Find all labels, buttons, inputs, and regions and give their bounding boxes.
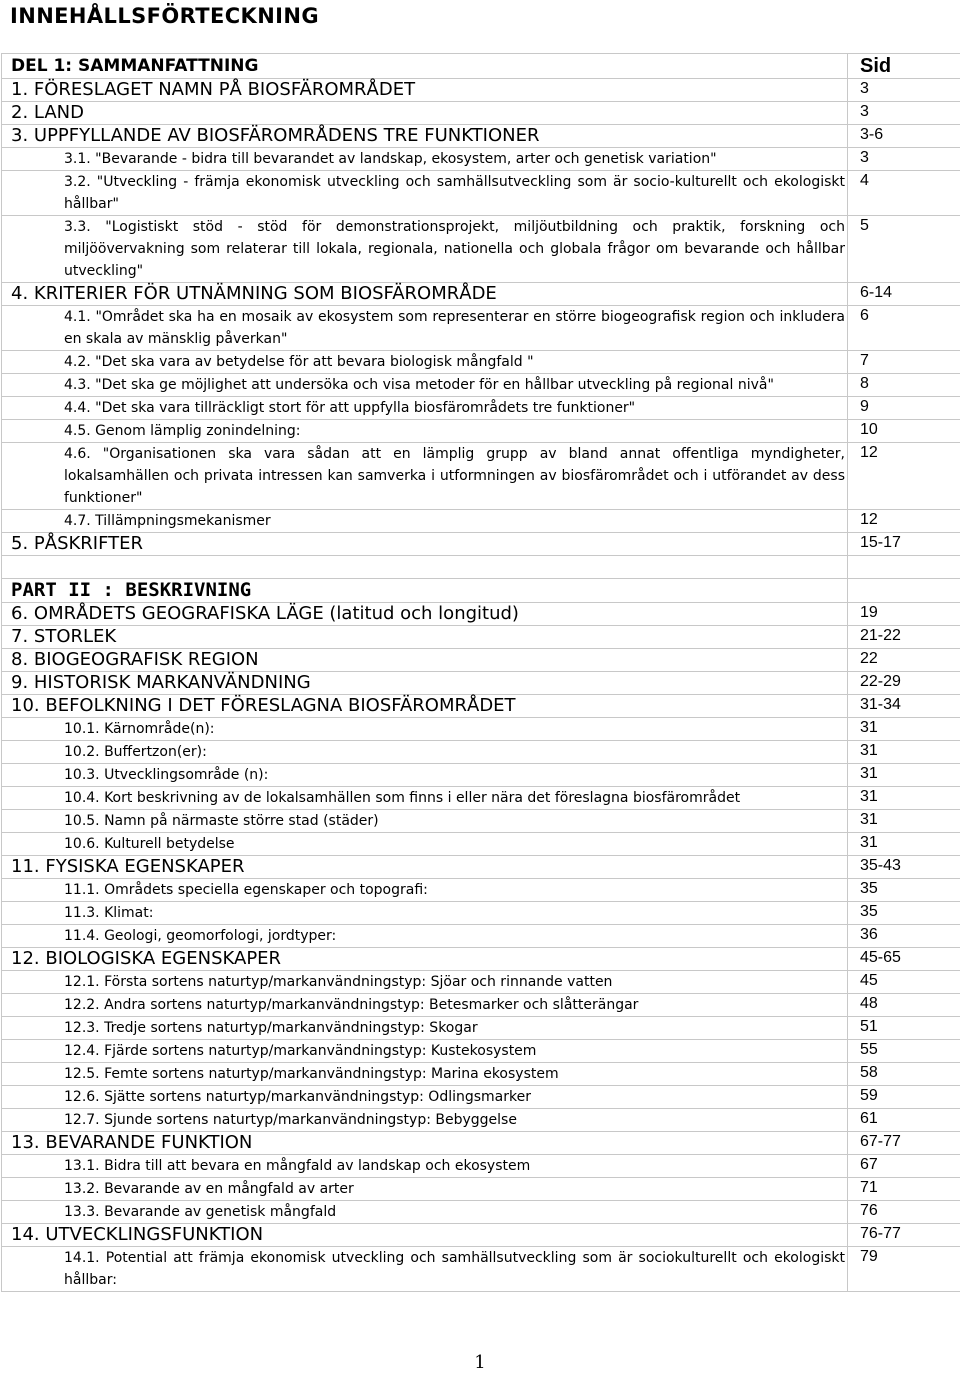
toc-entry-page: 35	[848, 902, 960, 925]
toc-section-row	[2, 533, 960, 556]
toc-entry-page: 8	[848, 374, 960, 397]
toc-entry-title: 5. PÅSKRIFTER	[2, 533, 848, 556]
toc-entry-title: 10.1. Kärnområde(n):	[2, 718, 848, 741]
toc-section-row	[2, 102, 960, 125]
toc-entry-page: 21-22	[848, 626, 960, 649]
toc-subsection-row	[2, 994, 960, 1017]
toc-entry-title: 10.5. Namn på närmaste större stad (städer)	[2, 810, 848, 833]
toc-subsection-row	[2, 925, 960, 948]
part1-title: DEL 1: SAMMANFATTNING	[2, 54, 848, 79]
toc-entry-title: 12.2. Andra sortens naturtyp/markanvändningstyp: Betesmarker och slåtterängar	[2, 994, 848, 1017]
toc-entry-page: 71	[848, 1178, 960, 1201]
page-title: INNEHÅLLSFÖRTECKNING	[10, 4, 319, 28]
toc-entry-title: 14.1. Potential att främja ekonomisk utveckling och samhällsutveckling som är sociokulturellt och ekologiskt hållbar:	[2, 1247, 848, 1292]
toc-entry-page: 12	[848, 443, 960, 510]
sid-label: Sid	[848, 54, 960, 79]
spacer-cell	[2, 556, 848, 579]
toc-subsection-row	[2, 764, 960, 787]
toc-entry-title: 1. FÖRESLAGET NAMN PÅ BIOSFÄROMRÅDET	[2, 79, 848, 102]
toc-subsection-row	[2, 971, 960, 994]
toc-entry-title: 10.6. Kulturell betydelse	[2, 833, 848, 856]
toc-entry-page: 76	[848, 1201, 960, 1224]
toc-entry-page: 35	[848, 879, 960, 902]
toc-section-row	[2, 125, 960, 148]
toc-subsection-row	[2, 510, 960, 533]
toc-subsection-row	[2, 216, 960, 283]
toc-entry-page: 31	[848, 764, 960, 787]
toc-entry-title: 11.1. Områdets speciella egenskaper och topografi:	[2, 879, 848, 902]
toc-entry-title: 4.3. "Det ska ge möjlighet att undersöka och visa metoder för en hållbar utveckling på regional nivå"	[2, 374, 848, 397]
toc-entry-page: 3-6	[848, 125, 960, 148]
toc-entry-title: 2. LAND	[2, 102, 848, 125]
toc-entry-page: 12	[848, 510, 960, 533]
toc-section-row	[2, 649, 960, 672]
page-number: 1	[0, 1352, 960, 1373]
toc-entry-page: 5	[848, 216, 960, 283]
toc-subsection-row	[2, 1086, 960, 1109]
toc-entry-page: 4	[848, 171, 960, 216]
toc-entry-title: 10.2. Buffertzon(er):	[2, 741, 848, 764]
toc-entry-page: 22-29	[848, 672, 960, 695]
toc-entry-page: 67	[848, 1155, 960, 1178]
toc-entry-page: 45-65	[848, 948, 960, 971]
toc-entry-title: 12.1. Första sortens naturtyp/markanvändningstyp: Sjöar och rinnande vatten	[2, 971, 848, 994]
toc-entry-title: 4.5. Genom lämplig zonindelning:	[2, 420, 848, 443]
toc-entry-title: 6. OMRÅDETS GEOGRAFISKA LÄGE (latitud och longitud)	[2, 603, 848, 626]
toc-entry-page: 9	[848, 397, 960, 420]
toc-entry-page: 76-77	[848, 1224, 960, 1247]
toc-entry-title: 10. BEFOLKNING I DET FÖRESLAGNA BIOSFÄROMRÅDET	[2, 695, 848, 718]
toc-entry-page: 15-17	[848, 533, 960, 556]
toc-entry-title: 3.2. "Utveckling - främja ekonomisk utveckling och samhällsutveckling som är socio-kulturellt och ekologiskt hållbar"	[2, 171, 848, 216]
toc-entry-title: 12.7. Sjunde sortens naturtyp/markanvändningstyp: Bebyggelse	[2, 1109, 848, 1132]
toc-entry-page: 19	[848, 603, 960, 626]
toc-entry-title: 11. FYSISKA EGENSKAPER	[2, 856, 848, 879]
toc-section-row	[2, 695, 960, 718]
toc-entry-title: 10.4. Kort beskrivning av de lokalsamhällen som finns i eller nära det föreslagna biosfärområdet	[2, 787, 848, 810]
toc-entry-title: 8. BIOGEOGRAFISK REGION	[2, 649, 848, 672]
toc-entry-title: 11.3. Klimat:	[2, 902, 848, 925]
toc-entry-page: 45	[848, 971, 960, 994]
toc-entry-title: 10.3. Utvecklingsområde (n):	[2, 764, 848, 787]
toc-entry-title: 4.4. "Det ska vara tillräckligt stort för att uppfylla biosfärområdets tre funktioner"	[2, 397, 848, 420]
toc-entry-page: 51	[848, 1017, 960, 1040]
toc-subsection-row	[2, 810, 960, 833]
toc-entry-page: 3	[848, 102, 960, 125]
toc-entry-title: 12.4. Fjärde sortens naturtyp/markanvändningstyp: Kustekosystem	[2, 1040, 848, 1063]
toc-entry-page: 3	[848, 79, 960, 102]
toc-spacer-row	[2, 556, 960, 579]
toc-entry-title: 13.3. Bevarande av genetisk mångfald	[2, 1201, 848, 1224]
toc-subsection-row	[2, 787, 960, 810]
toc-subsection-row	[2, 1017, 960, 1040]
toc-section-row	[2, 603, 960, 626]
toc-entry-title: 3.3. "Logistiskt stöd - stöd för demonstrationsprojekt, miljöutbildning och praktik, forskning och miljöövervakning som relaterar till lokala, regionala, nationella och globala frågor om bevarande och hållbar utveckling"	[2, 216, 848, 283]
toc-entry-title: 3. UPPFYLLANDE AV BIOSFÄROMRÅDENS TRE FUNKTIONER	[2, 125, 848, 148]
toc-entry-title: 13.2. Bevarande av en mångfald av arter	[2, 1178, 848, 1201]
toc-subsection-row	[2, 718, 960, 741]
toc-entry-page: 10	[848, 420, 960, 443]
toc-subsection-row	[2, 1109, 960, 1132]
toc-entry-page: 79	[848, 1247, 960, 1292]
toc-section-row	[2, 856, 960, 879]
toc-entry-title: 7. STORLEK	[2, 626, 848, 649]
toc-part-header	[2, 579, 960, 603]
toc-entry-title: 13. BEVARANDE FUNKTION	[2, 1132, 848, 1155]
toc-entry-title: 12.5. Femte sortens naturtyp/markanvändningstyp: Marina ekosystem	[2, 1063, 848, 1086]
toc-entry-title: 4.1. "Området ska ha en mosaik av ekosystem som representerar en större biogeografisk region och inkludera en skala av mänsklig påverkan"	[2, 306, 848, 351]
toc-subsection-row	[2, 351, 960, 374]
toc-subsection-row	[2, 879, 960, 902]
toc-entry-title: 12.3. Tredje sortens naturtyp/markanvändningstyp: Skogar	[2, 1017, 848, 1040]
toc-entry-title: 14. UTVECKLINGSFUNKTION	[2, 1224, 848, 1247]
toc-entry-page: 58	[848, 1063, 960, 1086]
toc-subsection-row	[2, 1155, 960, 1178]
toc-entry-page: 61	[848, 1109, 960, 1132]
toc-subsection-row	[2, 397, 960, 420]
toc-entry-page: 22	[848, 649, 960, 672]
toc-subsection-row	[2, 148, 960, 171]
toc-entry-title: 11.4. Geologi, geomorfologi, jordtyper:	[2, 925, 848, 948]
toc-entry-title: 4.2. "Det ska vara av betydelse för att bevara biologisk mångfald "	[2, 351, 848, 374]
toc-table	[1, 53, 960, 1292]
toc-entry-page: 6	[848, 306, 960, 351]
toc-subsection-row	[2, 443, 960, 510]
toc-entry-page: 67-77	[848, 1132, 960, 1155]
toc-section-row	[2, 626, 960, 649]
toc-entry-page: 36	[848, 925, 960, 948]
toc-entry-title: 9. HISTORISK MARKANVÄNDNING	[2, 672, 848, 695]
toc-section-row	[2, 672, 960, 695]
toc-subsection-row	[2, 1040, 960, 1063]
spacer-cell	[848, 556, 960, 579]
toc-entry-page: 31	[848, 741, 960, 764]
toc-entry-title: 13.1. Bidra till att bevara en mångfald av landskap och ekosystem	[2, 1155, 848, 1178]
toc-subsection-row	[2, 1247, 960, 1292]
toc-entry-title: 12.6. Sjätte sortens naturtyp/markanvändningstyp: Odlingsmarker	[2, 1086, 848, 1109]
toc-section-row	[2, 283, 960, 306]
toc-subsection-row	[2, 1178, 960, 1201]
toc-entry-page: 6-14	[848, 283, 960, 306]
toc-subsection-row	[2, 1201, 960, 1224]
toc-subsection-row	[2, 420, 960, 443]
toc-entry-title: 4.6. "Organisationen ska vara sådan att en lämplig grupp av bland annat offentliga myndigheter, lokalsamhällen och privata intressen kan samverka i utformningen av biosfärområdet och i utförandet av dess funktioner"	[2, 443, 848, 510]
toc-subsection-row	[2, 374, 960, 397]
toc-section-row	[2, 79, 960, 102]
toc-subsection-row	[2, 1063, 960, 1086]
toc-entry-title: 4.7. Tillämpningsmekanismer	[2, 510, 848, 533]
toc-entry-page: 48	[848, 994, 960, 1017]
toc-entry-page: 55	[848, 1040, 960, 1063]
toc-entry-title: 4. KRITERIER FÖR UTNÄMNING SOM BIOSFÄROMRÅDE	[2, 283, 848, 306]
toc-entry-page: 31	[848, 718, 960, 741]
toc-part-header	[2, 54, 960, 79]
toc-entry-page: 59	[848, 1086, 960, 1109]
toc-entry-title: 3.1. "Bevarande - bidra till bevarandet av landskap, ekosystem, arter och genetisk variation"	[2, 148, 848, 171]
toc-entry-page: 31	[848, 787, 960, 810]
toc-entry-page: 31	[848, 833, 960, 856]
toc-section-row	[2, 1132, 960, 1155]
toc-entry-title: 12. BIOLOGISKA EGENSKAPER	[2, 948, 848, 971]
toc-section-row	[2, 1224, 960, 1247]
toc-section-row	[2, 948, 960, 971]
toc-subsection-row	[2, 306, 960, 351]
part2-title: PART II : BESKRIVNING	[2, 579, 848, 603]
empty-page-cell	[848, 579, 960, 603]
toc-entry-page: 35-43	[848, 856, 960, 879]
toc-entry-page: 31-34	[848, 695, 960, 718]
toc-subsection-row	[2, 833, 960, 856]
toc-subsection-row	[2, 741, 960, 764]
toc-subsection-row	[2, 902, 960, 925]
toc-entry-page: 7	[848, 351, 960, 374]
toc-entry-page: 3	[848, 148, 960, 171]
toc-subsection-row	[2, 171, 960, 216]
toc-entry-page: 31	[848, 810, 960, 833]
